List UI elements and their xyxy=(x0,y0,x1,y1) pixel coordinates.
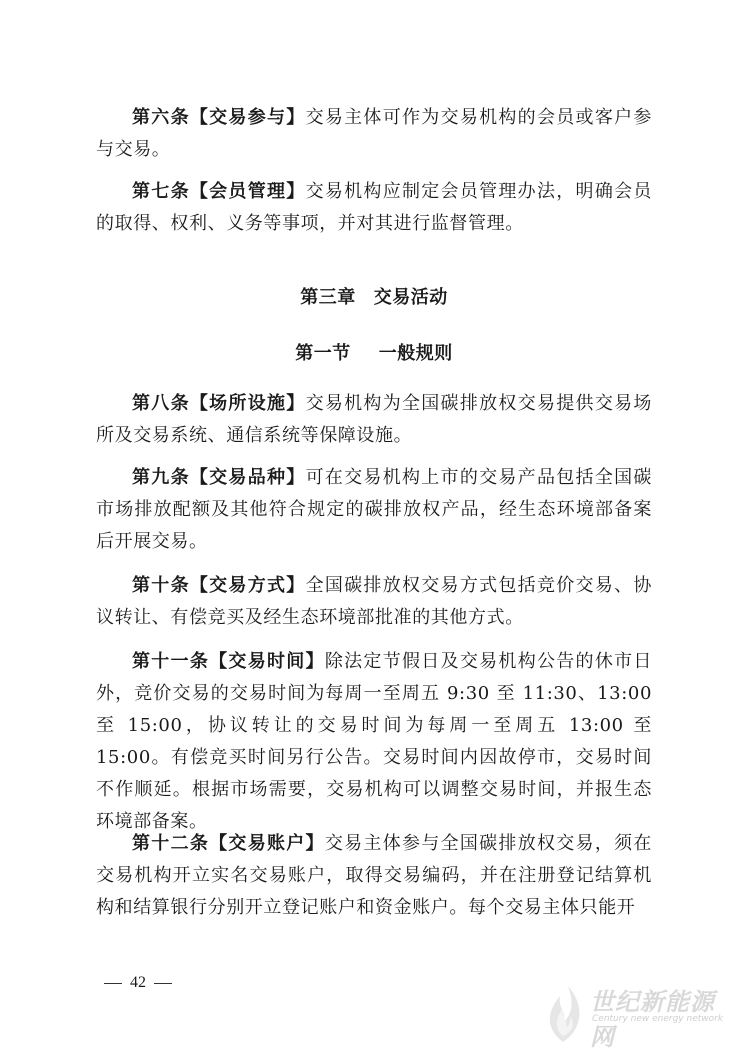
chapter-heading xyxy=(96,284,652,312)
article-text: 交易主体参与全国碳排放权交易，须在交易机构开立实名交易账户，取得交易编码，并在注册登记结算机构和结算银行分别开立登记账户和资金账户。每个交易主体只能开 xyxy=(96,833,653,918)
watermark-logo xyxy=(538,976,738,1051)
article-text: 可在交易机构上市的交易产品包括全国碳市场排放配额及其他符合规定的碳排放权产品，经生态环境部备案后开展交易。 xyxy=(96,467,652,552)
section-heading xyxy=(96,340,652,368)
article-6 xyxy=(96,102,652,166)
article-11 xyxy=(96,646,652,838)
article-label: 第十二条【交易账户】 xyxy=(132,833,325,854)
article-text: 交易主体可作为交易机构的会员或客户参与交易。 xyxy=(96,107,652,160)
article-12 xyxy=(96,828,652,924)
dash-left xyxy=(104,983,122,984)
article-text: 全国碳排放权交易方式包括竞价交易、协议转让、有偿竞买及经生态环境部批准的其他方式。 xyxy=(96,575,652,628)
article-label: 第九条【交易品种】 xyxy=(132,467,306,488)
article-9 xyxy=(96,462,652,558)
article-label: 第七条【会员管理】 xyxy=(132,181,306,202)
article-text: 交易机构应制定会员管理办法，明确会员的取得、权利、义务等事项，并对其进行监督管理。 xyxy=(96,181,652,234)
watermark-subtext: Century new energy network xyxy=(592,1014,724,1024)
article-10 xyxy=(96,570,652,634)
article-label: 第十一条【交易时间】 xyxy=(132,651,325,672)
article-label: 第八条【场所设施】 xyxy=(132,393,306,414)
article-8 xyxy=(96,388,652,452)
article-label: 第十条【交易方式】 xyxy=(132,575,306,596)
chapter-number: 第三章 xyxy=(300,287,356,308)
article-label: 第六条【交易参与】 xyxy=(132,107,306,128)
watermark-text: 世纪新能源网 xyxy=(590,988,715,1051)
page-number-value: 42 xyxy=(130,974,146,991)
flame-logo-icon xyxy=(538,976,588,1046)
page-number xyxy=(96,972,180,994)
section-number: 第一节 xyxy=(295,343,351,364)
article-text: 除法定节假日及交易机构公告的休市日外，竞价交易的交易时间为每周一至周五 9:30 至 11:30、13:00 至 15:00，协议转让的交易时间为每周一至周五 13:00 至 15:00。有偿竞买时间另行公告。交易时间内因故停市，交易时间不作顺延。根据市场需要，交易机构可以调整交易时间，并报生态环境部备案。 xyxy=(96,651,653,832)
dash-right xyxy=(154,983,172,984)
section-title: 一般规则 xyxy=(378,343,453,364)
article-text: 交易机构为全国碳排放权交易提供交易场所及交易系统、通信系统等保障设施。 xyxy=(96,393,652,446)
chapter-title: 交易活动 xyxy=(373,287,448,308)
article-7 xyxy=(96,176,652,240)
